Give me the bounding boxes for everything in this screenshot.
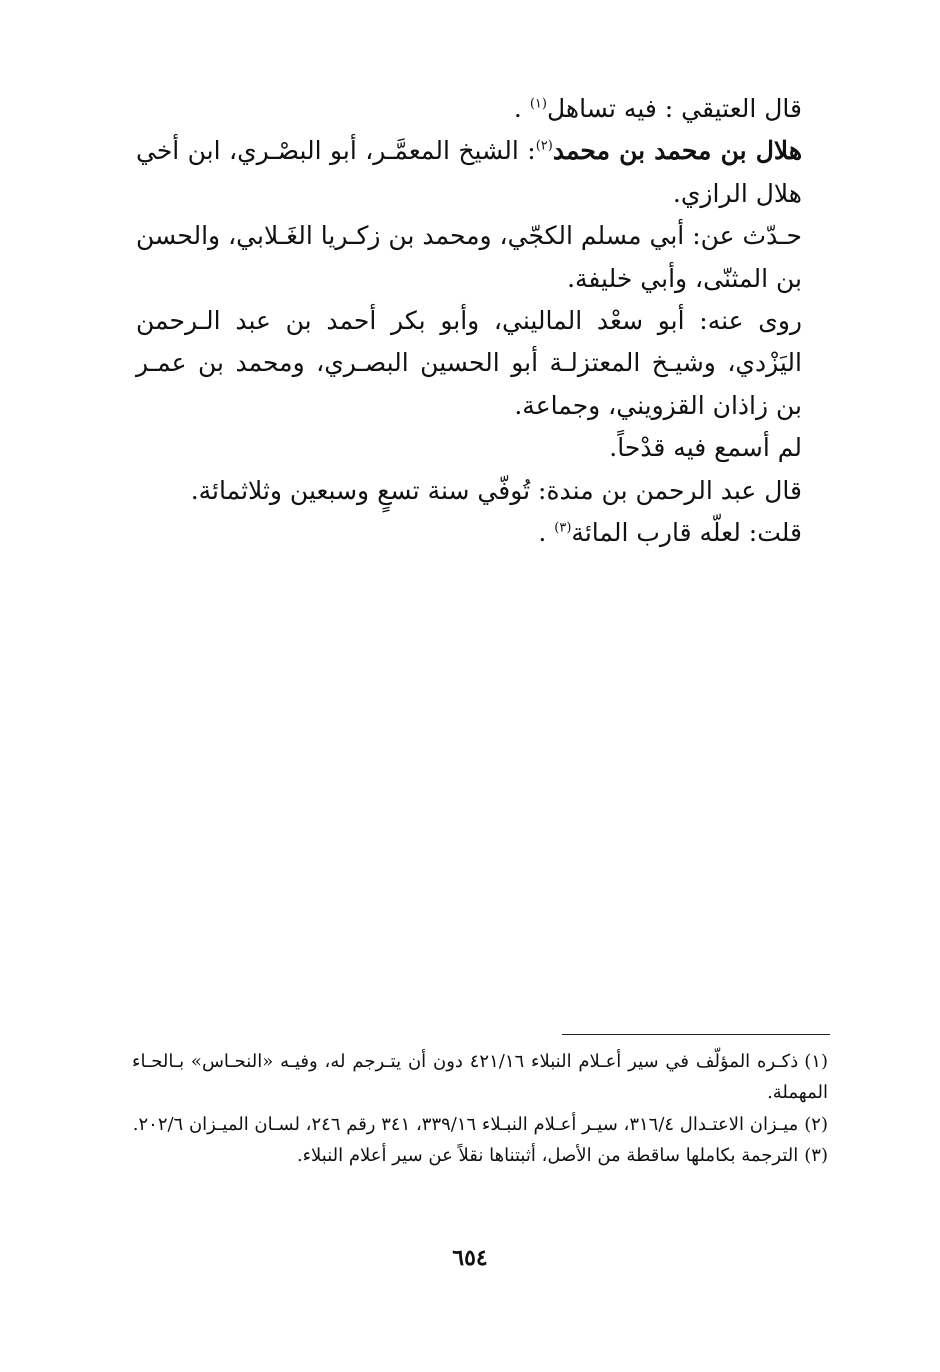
footnote-number: (٢) [804, 1113, 828, 1135]
footnote-text: الترجمة بكاملها ساقطة من الأصل، أثبتناها نقلاً عن سير أعلام النبلاء. [296, 1145, 799, 1167]
footnote-ref-1[interactable]: (١) [529, 96, 547, 112]
paragraph-ibn-manda: قال عبد الرحمن بن مندة: تُوفّي سنة تسعٍ وسبعين وثلاثمائة. [190, 475, 802, 505]
page-number: ٦٥٤ [452, 1245, 488, 1271]
footnote-divider [562, 1034, 830, 1035]
main-text [136, 88, 832, 554]
footnote-ref-3[interactable]: (٣) [554, 520, 572, 536]
paragraph-lam-asma: لم أسمع فيه قدْحاً. [609, 433, 802, 463]
footnote-number: (٣) [804, 1145, 828, 1167]
entry-heading-name: هلال بن محمد بن محمد [552, 136, 802, 166]
paragraph-atiqi: قال العتيقي : فيه تساهل$^{(١)}$ . [513, 94, 802, 123]
footnote-text: ذكـره المؤلّف في سير أعـلام النبلاء ٤٢١/١٦ دون أن يتـرجم له، وفيـه «النحـاس» بـالحـاء المهملة. [132, 1051, 828, 1104]
footnote-ref-2[interactable]: (٢) [535, 139, 553, 155]
paragraph-rawa: روى عنه: أبو سعْد الماليني، وأبو بكر أحمد بن عبد الـرحمن اليَزْدي، وشيـخ المعتزلـة أبو الحسين البصـري، ومحمد بن عمـر بن زاذان القزويني، وجماعة. [136, 306, 802, 420]
footnote-1 [132, 1046, 828, 1109]
footnote-number: (١) [804, 1051, 828, 1072]
footnote-text: ميـزان الاعتـدال ٣١٦/٤، سيـر أعـلام النبـلاء ٣٣٩/١٦، ٣٤١ رقم ٢٤٦، لسـان الميـزان ٢٠٢/٦. [132, 1113, 799, 1135]
paragraph-qultu: قلت: لعلّه قارب المائة$^{(٣)}$ . [538, 518, 802, 548]
paragraph-haddath: حـدّث عن: أبي مسلم الكجّي، ومحمد بن زكـريا الغَـلابي، والحسن بن المثنّى، وأبي خليفة. [136, 221, 802, 293]
footnotes [132, 1046, 828, 1172]
footnote-2 [132, 1109, 828, 1140]
footnote-3 [132, 1140, 828, 1171]
entry-hilal: هلال بن محمد بن محمد$^{(٢)}$: الشيخ المعمَّـر، أبو البصْـري، ابن أخي هلال الرازي. [136, 136, 802, 208]
